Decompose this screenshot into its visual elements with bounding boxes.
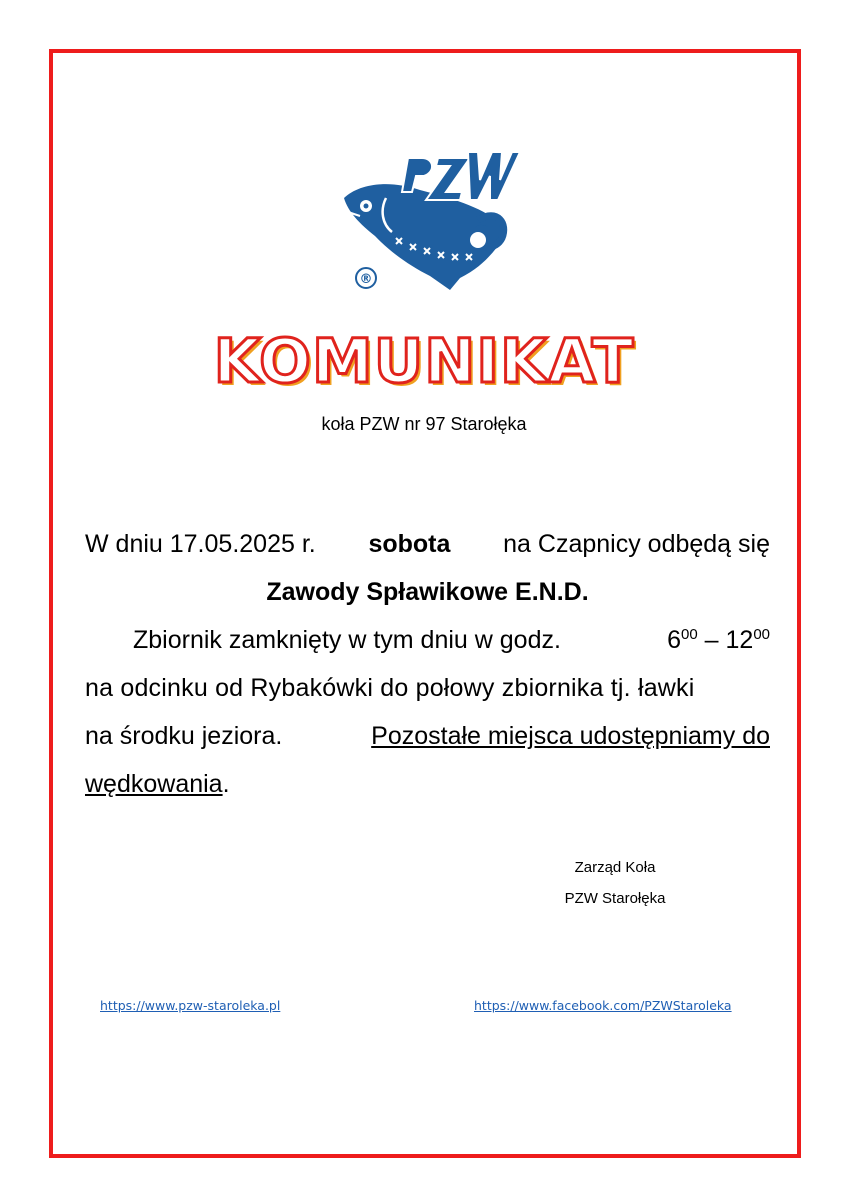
signature	[530, 852, 700, 914]
registered-mark: ®	[359, 272, 373, 287]
signature-line-2: PZW Starołęka	[564, 890, 666, 907]
body-line-6-tail: .	[222, 770, 230, 798]
closure-hours	[667, 616, 770, 664]
page-subtitle: koła PZW nr 97 Starołęka	[321, 414, 527, 434]
body-line-1	[85, 520, 770, 568]
start-minutes: 00	[681, 626, 698, 643]
body-line-3-text: Zbiornik zamknięty w tym dniu w godz.	[133, 626, 561, 654]
end-hour: 12	[725, 626, 754, 654]
website-link[interactable]: https://www.pzw-staroleka.pl	[100, 998, 281, 1013]
pzw-fish-logo-icon	[330, 128, 520, 298]
body-line-6-underlined: wędkowania	[85, 770, 223, 798]
page-title: KOMUNIKAT	[213, 326, 635, 397]
pzw-logo	[330, 128, 520, 298]
event-name: Zawody Spławikowe E.N.D.	[266, 578, 589, 606]
start-hour: 6	[667, 626, 681, 654]
body-line-4: na odcinku od Rybakówki do połowy zbiornika tj. ławki	[85, 674, 695, 702]
body-line-5	[85, 712, 770, 760]
end-minutes: 00	[753, 626, 770, 643]
body-line-6	[85, 760, 770, 808]
facebook-link[interactable]: https://www.facebook.com/PZWStaroleka	[474, 998, 732, 1013]
body-line-1-post: na Czapnicy odbędą się	[503, 530, 770, 558]
body-line-3	[85, 616, 770, 664]
body-line-1-pre: W dniu 17.05.2025 r.	[85, 530, 316, 558]
announcement-body	[85, 520, 770, 808]
body-line-5-plain: na środku jeziora.	[85, 722, 283, 750]
body-line-5-underlined: Pozostałe miejsca udostępniamy do	[371, 722, 770, 750]
body-line-1-day: sobota	[368, 530, 451, 558]
hours-dash: –	[704, 626, 719, 654]
signature-line-1: Zarząd Koła	[574, 859, 656, 876]
